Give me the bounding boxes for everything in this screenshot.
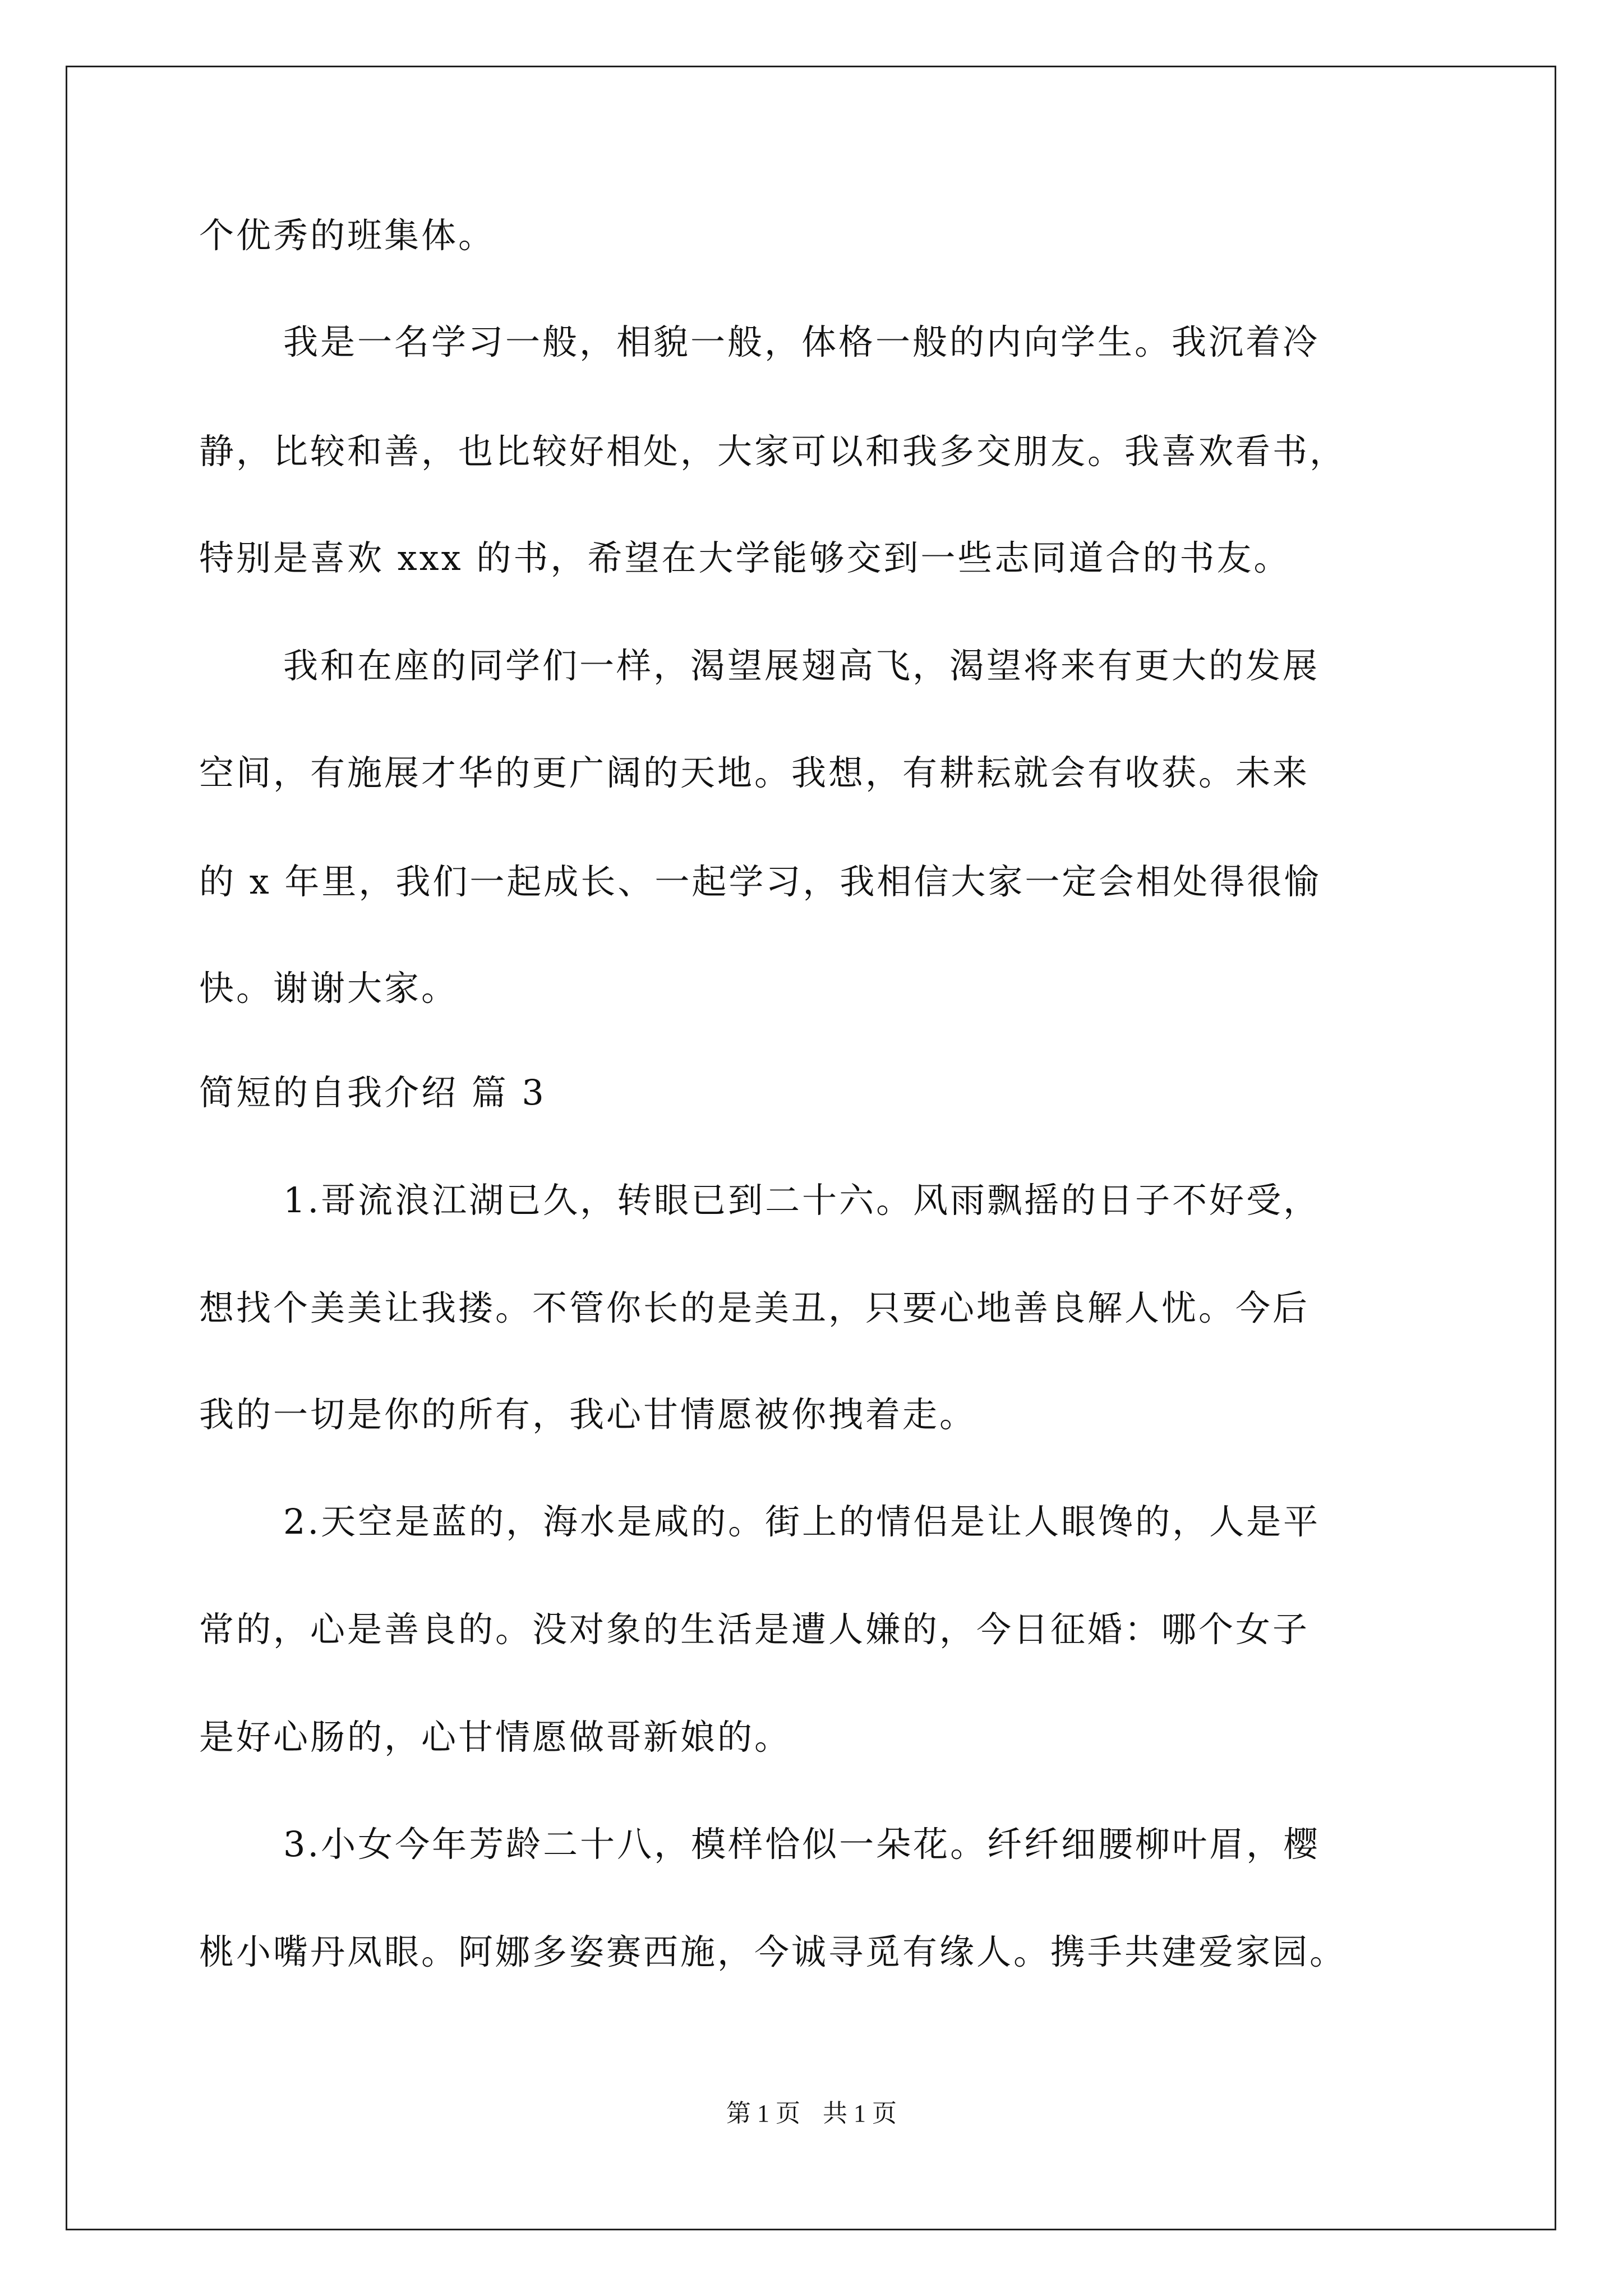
text-line: 特别是喜欢 xxx 的书，希望在大学能够交到一些志同道合的书友。 — [199, 537, 1291, 578]
text-line: 想找个美美让我搂。不管你长的是美丑，只要心地善良解人忧。今后 — [199, 1287, 1310, 1328]
text-line: 快。谢谢大家。 — [199, 968, 459, 1009]
text-line: 是好心肠的，心甘情愿做哥新娘的。 — [199, 1717, 792, 1757]
text-line: 我的一切是你的所有，我心甘情愿被你拽着走。 — [199, 1394, 977, 1435]
page-footer — [0, 2098, 1623, 2129]
page-number: 第 1 页 — [726, 2100, 800, 2127]
text-line: 静，比较和善，也比较好相处，大家可以和我多交朋友。我喜欢看书， — [199, 431, 1347, 472]
text-line: 桃小嘴丹凤眼。阿娜多姿赛西施，今诚寻觅有缘人。携手共建爱家园。 — [199, 1931, 1347, 1972]
page-total: 共 1 页 — [823, 2100, 897, 2127]
text-line: 我是一名学习一般，相貌一般，体格一般的内向学生。我沉着冷 — [283, 321, 1320, 362]
text-line: 1.哥流浪江湖已久，转眼已到二十六。风雨飘摇的日子不好受， — [283, 1180, 1321, 1221]
page-border — [66, 66, 1556, 2230]
text-line: 空间，有施展才华的更广阔的天地。我想，有耕耘就会有收获。未来 — [199, 752, 1310, 793]
text-line: 的 x 年里，我们一起成长、一起学习，我相信大家一定会相处得很愉 — [199, 861, 1321, 902]
text-line: 3.小女今年芳龄二十八，模样恰似一朵花。纤纤细腰柳叶眉，樱 — [283, 1824, 1321, 1865]
text-line: 我和在座的同学们一样，渴望展翅高飞，渴望将来有更大的发展 — [283, 645, 1320, 686]
section-heading: 简短的自我介绍 篇 3 — [199, 1072, 546, 1113]
text-line: 个优秀的班集体。 — [199, 215, 496, 256]
text-line: 常的，心是善良的。没对象的生活是遭人嫌的，今日征婚：哪个女子 — [199, 1609, 1310, 1650]
text-line: 2.天空是蓝的，海水是咸的。街上的情侣是让人眼馋的，人是平 — [283, 1501, 1321, 1542]
